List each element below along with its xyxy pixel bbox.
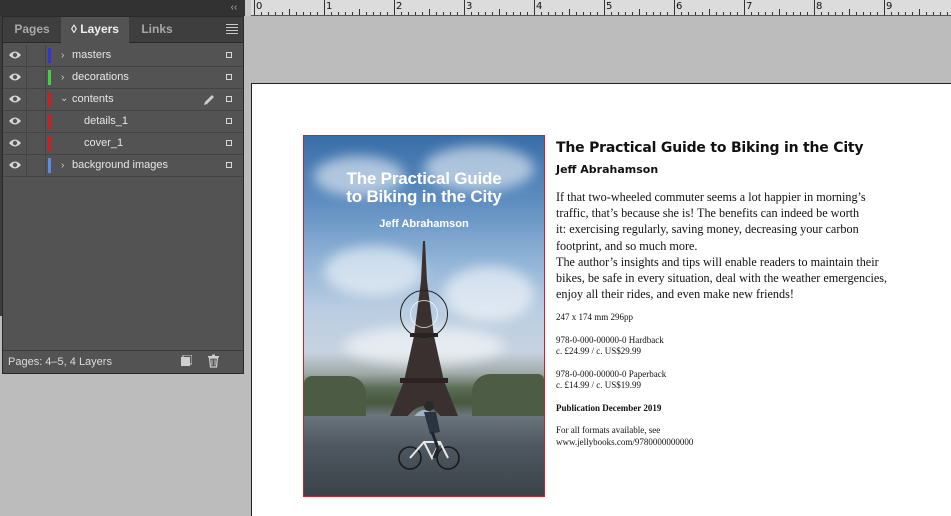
ruler-minor-tick — [499, 9, 500, 15]
paperback-isbn: 978-0-000-00000-0 Paperback — [556, 368, 667, 379]
ruler-minor-tick — [597, 12, 598, 15]
cover-title-line: to Biking in the City — [346, 187, 502, 206]
layer-row-contents[interactable] — [3, 89, 243, 111]
ruler-minor-tick — [800, 12, 801, 15]
chevron-down-icon[interactable]: ⌄ — [60, 93, 69, 104]
ruler-minor-tick — [849, 9, 850, 15]
ruler-minor-tick — [856, 12, 857, 15]
ruler-minor-tick — [401, 12, 402, 15]
horizontal-ruler[interactable] — [245, 0, 951, 16]
blurb-line: If that two-wheeled commuter seems a lot happier in morning’s — [556, 190, 866, 204]
ruler-label: 7 — [746, 1, 753, 12]
ruler-minor-tick — [366, 12, 367, 15]
ruler-label: 2 — [396, 1, 403, 12]
ruler-minor-tick — [653, 12, 654, 15]
layer-row-details-1[interactable] — [3, 111, 243, 133]
ruler-label: 8 — [816, 1, 823, 12]
eye-icon[interactable] — [8, 116, 22, 126]
lock-toggle[interactable] — [27, 111, 46, 132]
blurb-line: The author’s insights and tips will enable readers to maintain their — [556, 254, 879, 269]
blurb-line: traffic, that’s because she is! The benefits can indeed be worth — [556, 206, 860, 221]
ruler-minor-tick — [625, 12, 626, 15]
ruler-minor-tick — [660, 12, 661, 15]
ruler-minor-tick — [310, 12, 311, 15]
selection-circle-inner — [410, 300, 438, 328]
lock-toggle[interactable] — [27, 67, 46, 88]
ruler-minor-tick — [268, 12, 269, 15]
ruler-minor-tick — [562, 12, 563, 15]
layer-color-swatch — [48, 136, 51, 151]
ruler-minor-tick — [331, 12, 332, 15]
layer-select-square[interactable] — [226, 74, 232, 80]
eye-icon[interactable] — [8, 138, 22, 148]
ruler-minor-tick — [919, 9, 920, 15]
ruler-minor-tick — [618, 12, 619, 15]
paperback-price: c. £14.99 / c. US$19.99 — [556, 380, 641, 391]
ruler-minor-tick — [688, 12, 689, 15]
layer-color-swatch — [48, 92, 51, 107]
availability-url: www.jellybooks.com/9780000000000 — [556, 436, 694, 447]
book-cover-frame[interactable] — [303, 135, 545, 497]
ruler-minor-tick — [926, 12, 927, 15]
document-page[interactable] — [251, 83, 951, 516]
ruler-minor-tick — [289, 9, 290, 15]
ruler-minor-tick — [646, 12, 647, 15]
eye-icon[interactable] — [8, 160, 22, 170]
ruler-minor-tick — [730, 12, 731, 15]
ruler-minor-tick — [555, 12, 556, 15]
layer-name[interactable]: background images — [72, 159, 169, 171]
panel-tabs — [3, 17, 243, 43]
ruler-minor-tick — [422, 12, 423, 15]
ruler-minor-tick — [898, 12, 899, 15]
ruler-minor-tick — [408, 12, 409, 15]
book-details-frame[interactable] — [556, 139, 936, 448]
ruler-minor-tick — [723, 12, 724, 15]
ruler-minor-tick — [443, 12, 444, 15]
new-layer-icon[interactable] — [180, 355, 192, 367]
hardback-price: c. £24.99 / c. US$29.99 — [556, 346, 641, 357]
ruler-label: 4 — [536, 1, 543, 12]
ruler-minor-tick — [765, 12, 766, 15]
trees — [304, 376, 366, 418]
ruler-minor-tick — [436, 12, 437, 15]
ruler-minor-tick — [359, 9, 360, 15]
ruler-minor-tick — [492, 12, 493, 15]
ruler-minor-tick — [632, 12, 633, 15]
ruler-minor-tick — [513, 12, 514, 15]
layer-select-square[interactable] — [226, 162, 232, 168]
ruler-minor-tick — [352, 12, 353, 15]
ruler-minor-tick — [261, 12, 262, 15]
ruler-label: 1 — [326, 1, 333, 12]
pages-layers-status: Pages: 4–5, 4 Layers — [8, 356, 112, 368]
ruler-minor-tick — [709, 9, 710, 15]
ruler-minor-tick — [681, 12, 682, 15]
cover-title-line: The Practical Guide — [346, 169, 502, 188]
ruler-minor-tick — [863, 12, 864, 15]
ruler-corner — [245, 0, 251, 16]
ruler-minor-tick — [275, 12, 276, 15]
ruler-minor-tick — [338, 12, 339, 15]
trees — [472, 374, 544, 418]
book-blurb — [556, 189, 936, 302]
chevron-right-icon[interactable]: › — [61, 50, 65, 61]
ruler-minor-tick — [548, 12, 549, 15]
chevron-right-icon[interactable]: › — [61, 160, 65, 171]
ruler-minor-tick — [380, 12, 381, 15]
ruler-minor-tick — [772, 12, 773, 15]
panel-footer — [3, 350, 243, 373]
book-title: The Practical Guide to Biking in the City — [556, 140, 864, 156]
ruler-minor-tick — [415, 12, 416, 15]
ruler-minor-tick — [450, 12, 451, 15]
ruler-minor-tick — [779, 9, 780, 15]
ruler-minor-tick — [667, 12, 668, 15]
layer-row-decorations[interactable] — [3, 67, 243, 89]
sublayer-name[interactable]: details_1 — [84, 115, 129, 127]
ruler-minor-tick — [345, 12, 346, 15]
pencil-icon — [202, 93, 216, 107]
ruler-minor-tick — [520, 12, 521, 15]
ruler-minor-tick — [905, 12, 906, 15]
ruler-minor-tick — [891, 12, 892, 15]
blurb-line: bikes, be safe in every situation, deal with the weather emergencies, — [556, 271, 888, 286]
ruler-minor-tick — [576, 12, 577, 15]
layer-color-swatch — [48, 114, 51, 129]
ruler-minor-tick — [877, 12, 878, 15]
layer-color-swatch — [48, 158, 51, 173]
collapse-panels-icon[interactable]: ‹‹ — [230, 2, 238, 13]
ruler-minor-tick — [457, 12, 458, 15]
ruler-major-tick — [884, 0, 885, 15]
ruler-major-tick — [604, 0, 605, 15]
ruler-minor-tick — [590, 12, 591, 15]
ruler-label: 3 — [466, 1, 473, 12]
book-author: Jeff Abrahamson — [556, 163, 659, 176]
tab-layers[interactable]: ◊ Layers — [61, 17, 129, 43]
ruler-minor-tick — [947, 12, 948, 15]
ruler-minor-tick — [933, 12, 934, 15]
sublayer-name[interactable]: cover_1 — [84, 137, 124, 149]
tab-pages[interactable]: Pages — [14, 22, 50, 36]
layer-row-cover-1[interactable] — [3, 133, 243, 155]
ruler-minor-tick — [758, 12, 759, 15]
ruler-minor-tick — [912, 12, 913, 15]
ruler-major-tick — [674, 0, 675, 15]
ruler-minor-tick — [429, 9, 430, 15]
eye-icon[interactable] — [8, 50, 22, 60]
ruler-label: 6 — [676, 1, 683, 12]
ruler-minor-tick — [737, 12, 738, 15]
hardback-isbn: 978-0-000-00000-0 Hardback — [556, 334, 664, 345]
ruler-minor-tick — [695, 12, 696, 15]
layer-color-swatch — [48, 48, 51, 63]
ruler-minor-tick — [317, 12, 318, 15]
ruler-minor-tick — [541, 12, 542, 15]
publication-date: Publication December 2019 — [556, 402, 662, 413]
lock-toggle[interactable] — [27, 155, 46, 176]
ruler-label: 9 — [886, 1, 893, 12]
ruler-major-tick — [464, 0, 465, 15]
ruler-label: 0 — [256, 1, 263, 12]
layer-select-square[interactable] — [226, 52, 232, 58]
layer-row-background-images[interactable] — [3, 155, 243, 177]
ruler-minor-tick — [485, 12, 486, 15]
panel-menu-icon[interactable] — [226, 24, 238, 34]
ruler-minor-tick — [702, 12, 703, 15]
layer-name[interactable]: decorations — [72, 71, 129, 83]
blurb-line: it: exercising regularly, saving money, decreasing your carbon — [556, 222, 859, 237]
lock-toggle[interactable] — [27, 133, 46, 154]
ruler-minor-tick — [828, 12, 829, 15]
ruler-major-tick — [254, 0, 255, 15]
cover-author: Jeff Abrahamson — [379, 218, 469, 230]
ruler-minor-tick — [751, 12, 752, 15]
ruler-major-tick — [324, 0, 325, 15]
layer-select-square[interactable] — [226, 118, 232, 124]
eye-icon[interactable] — [8, 94, 22, 104]
lock-toggle[interactable] — [27, 45, 46, 66]
layers-panel — [2, 16, 244, 374]
cyclist-image — [396, 398, 466, 478]
ruler-minor-tick — [303, 12, 304, 15]
ruler-minor-tick — [786, 12, 787, 15]
trash-icon[interactable] — [207, 354, 220, 368]
book-dimensions: 247 x 174 mm 296pp — [556, 312, 634, 323]
ruler-minor-tick — [807, 12, 808, 15]
lock-toggle[interactable] — [27, 89, 46, 110]
ruler-minor-tick — [282, 12, 283, 15]
ruler-minor-tick — [821, 12, 822, 15]
ruler-major-tick — [744, 0, 745, 15]
layer-color-swatch — [48, 70, 51, 85]
layer-select-square[interactable] — [226, 96, 232, 102]
availability-line: For all formats available, see — [556, 425, 661, 436]
layer-row-masters[interactable] — [3, 45, 243, 67]
tab-links[interactable]: Links — [141, 22, 173, 36]
ruler-minor-tick — [373, 12, 374, 15]
cover-title — [304, 170, 544, 206]
ruler-minor-tick — [296, 12, 297, 15]
ruler-minor-tick — [471, 12, 472, 15]
eye-icon[interactable] — [8, 72, 22, 82]
layer-select-square[interactable] — [226, 140, 232, 146]
ruler-minor-tick — [583, 12, 584, 15]
ruler-minor-tick — [506, 12, 507, 15]
ruler-minor-tick — [527, 12, 528, 15]
ruler-minor-tick — [716, 12, 717, 15]
ruler-minor-tick — [639, 9, 640, 15]
ruler-minor-tick — [835, 12, 836, 15]
ruler-minor-tick — [870, 12, 871, 15]
ruler-minor-tick — [842, 12, 843, 15]
chevron-right-icon[interactable]: › — [61, 72, 65, 83]
ruler-minor-tick — [611, 12, 612, 15]
blurb-line: enjoy all their rides, and even make new friends! — [556, 287, 794, 302]
layer-name[interactable]: masters — [72, 49, 112, 61]
ruler-minor-tick — [940, 12, 941, 15]
ruler-minor-tick — [793, 12, 794, 15]
ruler-major-tick — [814, 0, 815, 15]
ruler-minor-tick — [387, 12, 388, 15]
ruler-minor-tick — [478, 12, 479, 15]
blurb-line: footprint, and so much more. — [556, 238, 698, 253]
ruler-label: 5 — [606, 1, 613, 12]
paperback-info — [556, 369, 936, 392]
layer-name[interactable]: contents — [72, 93, 114, 105]
ruler-major-tick — [534, 0, 535, 15]
hardback-info — [556, 335, 936, 358]
ruler-major-tick — [394, 0, 395, 15]
availability-note — [556, 425, 936, 448]
ruler-minor-tick — [569, 9, 570, 15]
